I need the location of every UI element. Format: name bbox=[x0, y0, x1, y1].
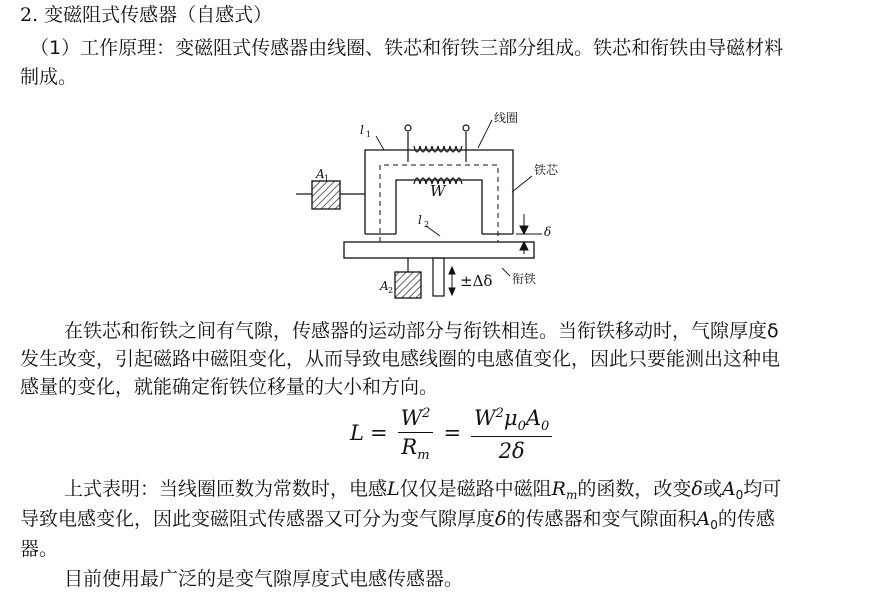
principle-line-2: 制成。 bbox=[20, 66, 78, 88]
label-core: 铁芯 bbox=[534, 163, 559, 177]
para4-line: 目前使用最广泛的是变气隙厚度式电感传感器。 bbox=[64, 568, 464, 590]
formula-lhs: L bbox=[350, 421, 364, 445]
para2-line-2: 发生改变，引起磁路中磁阻变化，从而导致电感线圈的电感值变化，因此只要能测出这种电 bbox=[20, 348, 781, 370]
gap-delta-marker bbox=[516, 214, 542, 254]
principle-line-1: （1）工作原理：变磁阻式传感器由线圈、铁芯和衔铁三部分组成。铁芯和衔铁由导磁材料 bbox=[30, 37, 784, 59]
displacement-arrow bbox=[449, 267, 455, 295]
label-l2: l bbox=[418, 213, 422, 227]
area-block-a2 bbox=[395, 272, 421, 298]
label-coil: 线圈 bbox=[494, 111, 519, 125]
label-armature: 衔铁 bbox=[512, 272, 537, 286]
label-l1-sub: 1 bbox=[366, 130, 372, 139]
formula-frac-2: $\frac{W^2\mu_0A_0}{2\delta}$ bbox=[471, 406, 552, 463]
formula-frac-1: $\frac{W^2}{R_m}$ bbox=[398, 406, 434, 463]
para3-line-1: 上式表明：当线圈匝数为常数时，电感L仅仅是磁路中磁阻$R_m$的函数，改变δ或$A_0$均可 bbox=[64, 478, 782, 502]
para2-line-3: 感量的变化，就能确定衔铁位移量的大小和方向。 bbox=[20, 376, 439, 398]
area-block-a1 bbox=[312, 181, 340, 209]
label-a1: A bbox=[316, 167, 325, 181]
para3-line-3: 器。 bbox=[20, 538, 59, 560]
armature-bar bbox=[344, 242, 534, 258]
sensor-diagram bbox=[280, 108, 580, 304]
label-a2: A bbox=[380, 279, 389, 293]
coil-winding bbox=[405, 125, 469, 184]
para3-line-2: 导致电感变化，因此变磁阻式传感器又可分为变气隙厚度δ的传感器和变气隙面积$A_0$的传感 bbox=[20, 508, 775, 532]
armature-stem bbox=[433, 258, 444, 296]
label-l2-sub: 2 bbox=[424, 220, 430, 229]
section-heading: 2. 变磁阻式传感器（自感式） bbox=[20, 4, 273, 26]
label-pm-delta: ±Δδ bbox=[460, 272, 493, 290]
para2-line-1: 在铁芯和衔铁之间有气隙，传感器的运动部分与衔铁相连。当衔铁移动时，气隙厚度δ bbox=[64, 320, 779, 342]
magnetic-path bbox=[380, 165, 498, 242]
inductance-formula: L = $\frac{W^2}{R_m}$ = $\frac{W^2\mu_0A_0}{2\delta}$ bbox=[350, 406, 556, 463]
label-a1-sub: 1 bbox=[324, 174, 330, 183]
label-w: W bbox=[430, 182, 446, 200]
label-a2-sub: 2 bbox=[388, 286, 394, 295]
label-l1: l bbox=[360, 123, 364, 137]
label-delta: δ bbox=[544, 225, 552, 239]
